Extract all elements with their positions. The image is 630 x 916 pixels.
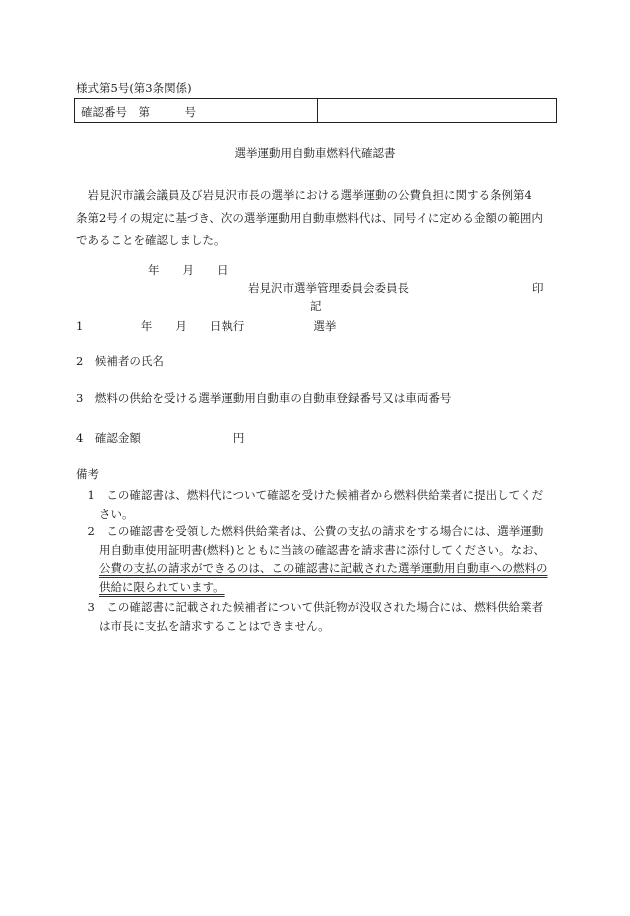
note-3	[76, 598, 556, 635]
intro-paragraph	[76, 184, 560, 252]
note-line: さい。	[76, 506, 134, 521]
note-line-underlined	[76, 578, 556, 597]
notes-heading: 備考	[76, 467, 99, 481]
item-candidate-name: 2 候補者の氏名	[76, 354, 164, 368]
intro-line: であることを確認しました。	[76, 233, 226, 247]
item-election-date: 1 年 月 日執行 選挙	[76, 319, 337, 333]
note-line: 1 この確認書は、燃料代について確認を受けた候補者から燃料供給業者に提出してくだ	[76, 488, 544, 502]
note-line: 2 この確認書を受領した燃料供給業者は、公費の支払の請求をする場合には、選挙運動	[76, 524, 544, 538]
form-number: 様式第5号(第3条関係)	[76, 81, 192, 95]
confirm-number-table	[74, 98, 557, 123]
note-2	[76, 522, 556, 596]
document-title: 選挙運動用自動車燃料代確認書	[234, 146, 396, 160]
note-line-underlined	[76, 559, 556, 578]
note-line: 用自動車使用証明書(燃料)とともに当該の確認書を請求書に添付してください。なお、	[76, 542, 545, 557]
underlined-text: 公費の支払の請求ができるのは、この確認書に記載された選挙運動用自動車への燃料の	[99, 561, 548, 575]
intro-line: 岩見沢市議会議員及び岩見沢市長の選挙における選挙運動の公費負担に関する条例第4	[76, 188, 532, 202]
underlined-text: 供給に限られています。	[99, 579, 225, 594]
note-line: 3 この確認書に記載された候補者について供託物が没収された場合には、燃料供給業者	[76, 600, 544, 614]
item-vehicle-number: 3 燃料の供給を受ける選挙運動用自動車の自動車登録番号又は車両番号	[76, 391, 452, 405]
ki-heading: 記	[310, 299, 322, 313]
signer-title: 岩見沢市選挙管理委員会委員長	[248, 281, 409, 295]
intro-line: 条第2号イの規定に基づき、次の選挙運動用自動車燃料代は、同号イに定める金額の範囲内	[76, 210, 543, 225]
seal-mark: 印	[532, 281, 544, 295]
confirm-number-blank-cell	[318, 99, 556, 122]
date-line: 年 月 日	[148, 263, 229, 277]
note-1	[76, 486, 556, 523]
note-line: は市長に支払を請求することはできません。	[76, 618, 330, 633]
item-confirmed-amount: 4 確認金額 円	[76, 431, 245, 445]
confirm-number-label: 確認番号 第 号	[75, 99, 318, 122]
